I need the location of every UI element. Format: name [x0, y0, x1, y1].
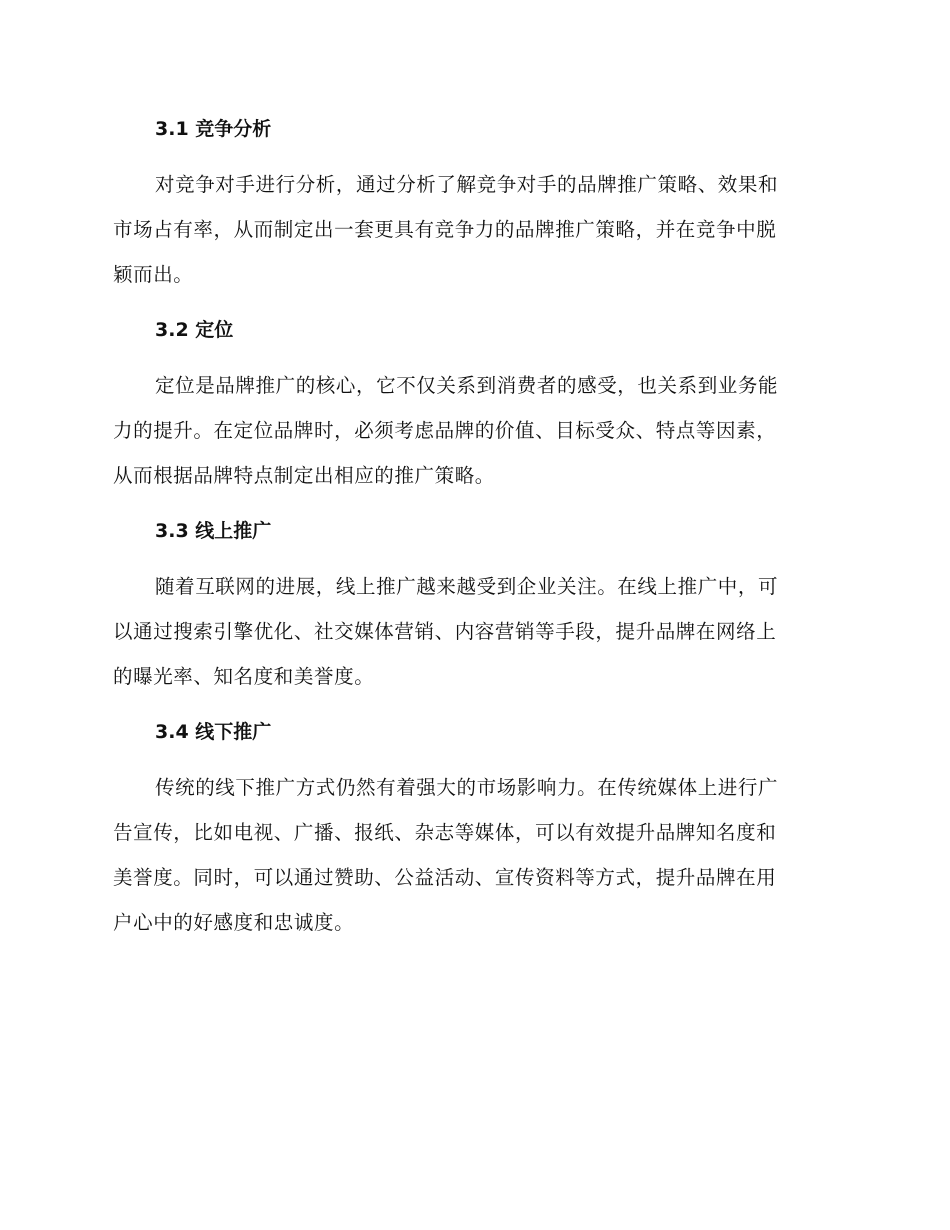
paragraph-line: 美誉度。同时，可以通过赞助、公益活动、宣传资料等方式，提升品牌在用	[113, 866, 777, 889]
section-heading: 3.4 线下推广	[155, 721, 272, 743]
section-paragraph	[113, 363, 833, 498]
section-heading: 3.2 定位	[155, 319, 234, 341]
section-heading: 3.1 竞争分析	[155, 118, 272, 140]
section-competition-analysis	[113, 108, 833, 297]
section-offline-promotion	[113, 711, 833, 945]
paragraph-line: 定位是品牌推广的核心，它不仅关系到消费者的感受，也关系到业务能	[155, 374, 779, 397]
section-paragraph	[113, 564, 833, 699]
section-paragraph	[113, 765, 833, 945]
paragraph-line: 颖而出。	[113, 263, 194, 286]
paragraph-line: 传统的线下推广方式仍然有着强大的市场影响力。在传统媒体上进行广	[155, 776, 779, 799]
paragraph-line: 力的提升。在定位品牌时，必须考虑品牌的价值、目标受众、特点等因素，	[113, 419, 777, 442]
section-paragraph	[113, 162, 833, 297]
paragraph-line: 告宣传，比如电视、广播、报纸、杂志等媒体，可以有效提升品牌知名度和	[113, 821, 777, 844]
document-page	[113, 108, 833, 957]
paragraph-line: 随着互联网的进展，线上推广越来越受到企业关注。在线上推广中，可	[155, 575, 779, 598]
paragraph-line: 户心中的好感度和忠诚度。	[113, 911, 355, 934]
paragraph-line: 市场占有率，从而制定出一套更具有竞争力的品牌推广策略，并在竞争中脱	[113, 218, 777, 241]
section-online-promotion	[113, 510, 833, 699]
paragraph-line: 以通过搜索引擎优化、社交媒体营销、内容营销等手段，提升品牌在网络上	[113, 620, 777, 643]
paragraph-line: 对竞争对手进行分析，通过分析了解竞争对手的品牌推广策略、效果和	[155, 173, 779, 196]
paragraph-line: 的曝光率、知名度和美誉度。	[113, 665, 375, 688]
section-heading: 3.3 线上推广	[155, 520, 272, 542]
section-positioning	[113, 309, 833, 498]
paragraph-line: 从而根据品牌特点制定出相应的推广策略。	[113, 464, 495, 487]
